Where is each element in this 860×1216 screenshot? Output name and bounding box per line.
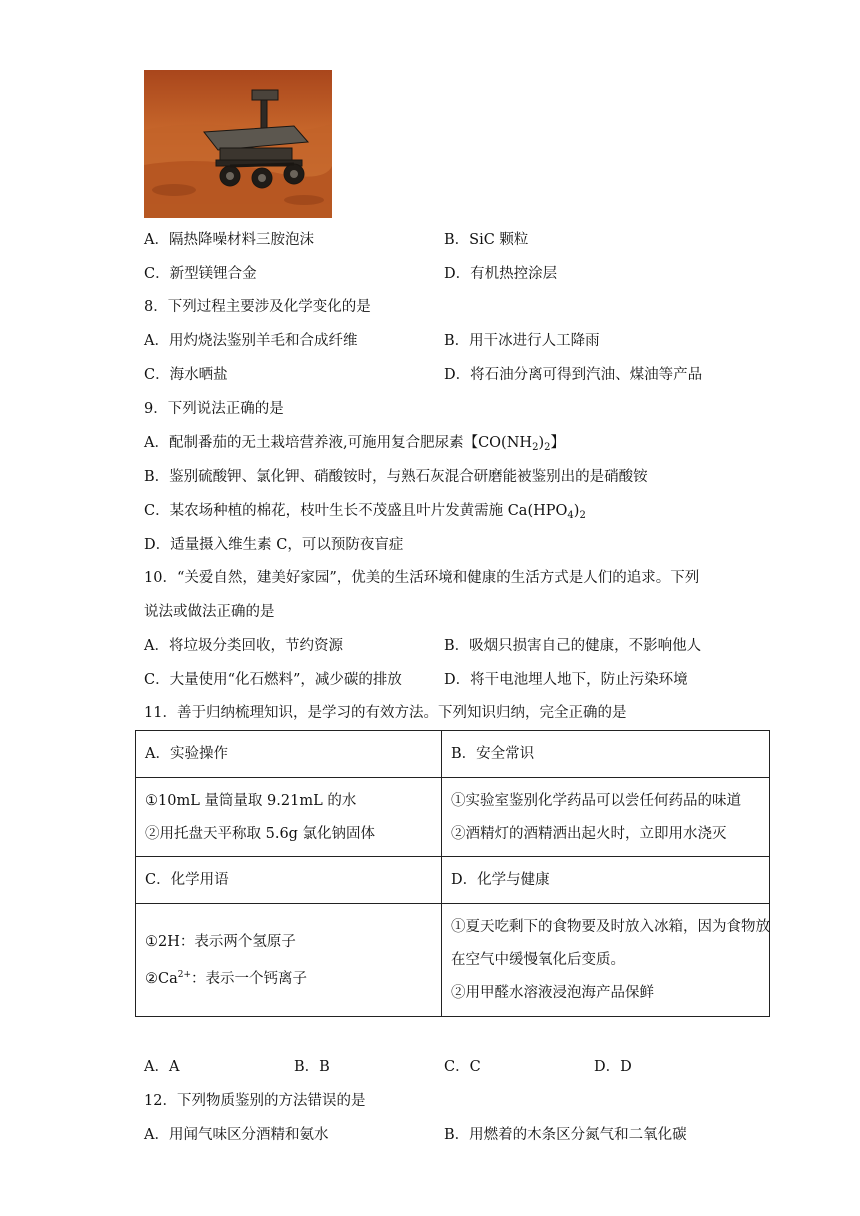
q7-option-a: A．隔热降噪材料三胺泡沫 (144, 232, 314, 248)
q8-option-d: D．将石油分离可得到汽油、煤油等产品 (444, 367, 703, 383)
q8-stem: 8．下列过程主要涉及化学变化的是 (144, 299, 371, 315)
q10-stem-line1: 10．“关爱自然，建美好家园”，优美的生活环境和健康的生活方式是人们的追求。下列 (144, 570, 700, 586)
cell-a-body: ①10mL 量筒量取 9.21mL 的水 ②用托盘天平称取 5.6g 氯化钠固体 (136, 778, 442, 857)
cell-b-head: B．安全常识 (442, 731, 770, 778)
q7-option-d: D．有机热控涂层 (444, 266, 558, 282)
q11-option-a: A．A (144, 1059, 180, 1075)
q9-option-b: B．鉴别硫酸钾、氯化钾、硝酸铵时，与熟石灰混合研磨能被鉴别出的是硝酸铵 (144, 469, 648, 485)
table-row (136, 904, 770, 1017)
table-row (136, 731, 770, 778)
q11-table (135, 730, 770, 1017)
q7-option-b: B．SiC 颗粒 (444, 232, 529, 248)
cell-c-head: C．化学用语 (136, 857, 442, 904)
mars-rover-photo (144, 70, 332, 218)
q11-option-b: B．B (294, 1059, 330, 1075)
q8-option-a: A．用灼烧法鉴别羊毛和合成纤维 (144, 333, 358, 349)
q9-option-a: A．配制番茄的无土栽培营养液,可施用复合肥尿素【$CO(NH_2)_2$】 (144, 435, 565, 453)
q9-option-c: C．某农场种植的棉花，枝叶生长不茂盛且叶片发黄需施 $Ca(HPO_4)_2$ (144, 503, 586, 521)
q10-option-b: B．吸烟只损害自己的健康，不影响他人 (444, 638, 702, 654)
q11-stem: 11．善于归纳梳理知识，是学习的有效方法。下列知识归纳，完全正确的是 (144, 705, 627, 721)
q8-option-c: C．海水晒盐 (144, 367, 228, 383)
q10-option-a: A．将垃圾分类回收，节约资源 (144, 638, 343, 654)
q10-stem-line2: 说法或做法正确的是 (144, 604, 275, 620)
q11-option-c: C．C (444, 1059, 481, 1075)
cell-b-body: ①实验室鉴别化学药品可以尝任何药品的味道 ②酒精灯的酒精洒出起火时，立即用水浇灭 (442, 778, 770, 857)
q12-option-a: A．用闻气味区分酒精和氨水 (144, 1127, 329, 1143)
q7-option-c: C．新型镁锂合金 (144, 266, 257, 282)
q10-option-c: C．大量使用“化石燃料”，减少碳的排放 (144, 672, 402, 688)
cell-d-head: D．化学与健康 (442, 857, 770, 904)
q8-option-b: B．用干冰进行人工降雨 (444, 333, 600, 349)
q9-option-d: D．适量摄入维生素 C，可以预防夜盲症 (144, 537, 404, 553)
q9-stem: 9．下列说法正确的是 (144, 401, 284, 417)
q10-option-d: D．将干电池埋人地下，防止污染环境 (444, 672, 688, 688)
table-row (136, 778, 770, 857)
q12-stem: 12．下列物质鉴别的方法错误的是 (144, 1093, 366, 1109)
cell-c-body: ①2H：表示两个氢原子 $②Ca^{2+}$：表示一个钙离子 (136, 904, 442, 1017)
q12-option-b: B．用燃着的木条区分氮气和二氧化碳 (444, 1127, 687, 1143)
cell-a-head: A．实验操作 (136, 731, 442, 778)
cell-d-body: ①夏天吃剩下的食物要及时放入冰箱，因为食物放 在空气中缓慢氧化后变质。 ②用甲醛水溶液浸泡海产品保鲜 (442, 904, 770, 1017)
q11-option-d: D．D (594, 1059, 632, 1075)
table-row (136, 857, 770, 904)
